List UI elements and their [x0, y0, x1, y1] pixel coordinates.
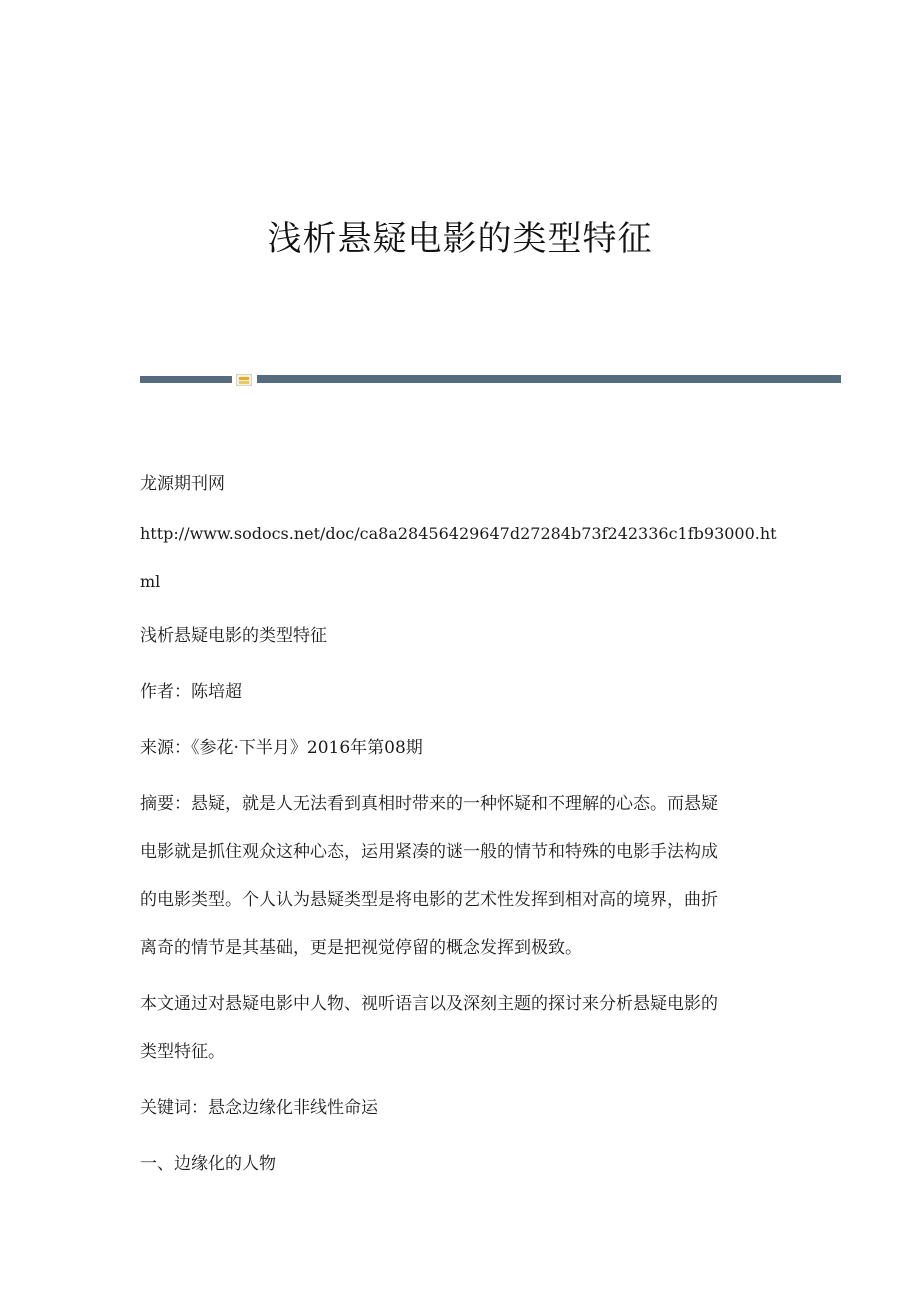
abstract-line: 的电影类型。个人认为悬疑类型是将电影的艺术性发挥到相对高的境界，曲折: [140, 890, 718, 910]
section-heading: 一、边缘化的人物: [140, 1154, 276, 1174]
url-line-2: ml: [140, 572, 161, 591]
source-site: 龙源期刊网: [140, 474, 225, 494]
intro-line: 本文通过对悬疑电影中人物、视听语言以及深刻主题的探讨来分析悬疑电影的: [140, 994, 718, 1014]
keywords-line: 关键词：悬念边缘化非线性命运: [140, 1098, 378, 1118]
source-line: 来源：《参花·下半月》2016年第08期: [140, 738, 423, 758]
page-title: 浅析悬疑电影的类型特征: [267, 219, 653, 259]
title-divider: [140, 374, 841, 386]
article-title: 浅析悬疑电影的类型特征: [140, 626, 327, 646]
divider-bar-left: [140, 376, 232, 383]
divider-bar-right: [257, 375, 841, 383]
abstract-line: 电影就是抓住观众这种心态，运用紧凑的谜一般的情节和特殊的电影手法构成: [140, 842, 718, 862]
divider-ornament-icon: [236, 374, 252, 386]
intro-line: 类型特征。: [140, 1042, 225, 1062]
abstract-line: 离奇的情节是其基础，更是把视觉停留的概念发挥到极致。: [140, 938, 582, 958]
author-line: 作者：陈培超: [140, 682, 242, 702]
abstract-line: 摘要：悬疑，就是人无法看到真相时带来的一种怀疑和不理解的心态。而悬疑: [140, 794, 718, 814]
url-line-1: http://www.sodocs.net/doc/ca8a28456429647d27284b73f242336c1fb93000.ht: [140, 524, 777, 543]
